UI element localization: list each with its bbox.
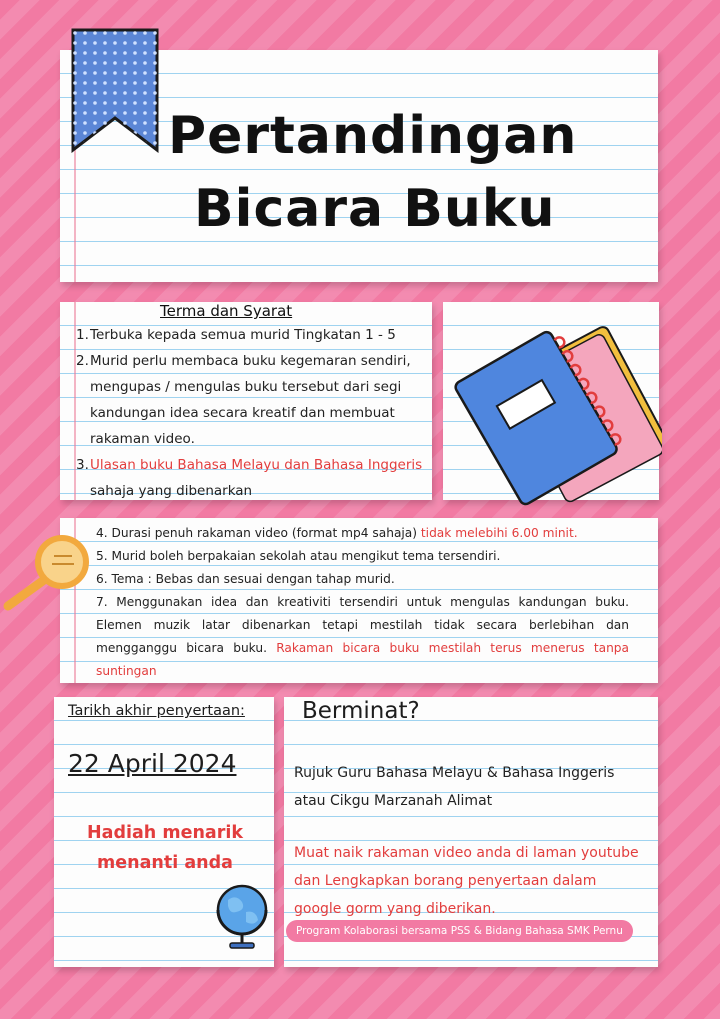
terms-heading: Terma dan Syarat (160, 302, 293, 320)
interest-heading: Berminat? (302, 698, 420, 724)
magnifier-icon (0, 534, 95, 614)
prize-text: Hadiah menarik menanti anda (87, 823, 243, 873)
rules-block (96, 522, 629, 683)
terms-item: 1.Terbuka kepada semua murid Tingkatan 1 - 5 (76, 327, 396, 343)
deadline-date: 22 April 2024 (68, 749, 237, 778)
interest-refer: Rujuk Guru Bahasa Melayu & Bahasa Inggeris atau Cikgu Marzanah Alimat (294, 765, 615, 809)
deadline-label: Tarikh akhir penyertaan: (68, 703, 245, 719)
terms-item: 3. Ulasan buku Bahasa Melayu dan Bahasa Inggeris sahaja yang dibenarkan (76, 457, 423, 499)
program-footer-badge: Program Kolaborasi bersama PSS & Bidang Bahasa SMK Pernu (286, 920, 633, 942)
bookmark-ribbon-icon (70, 28, 160, 153)
rule-7: 7. Menggunakan idea dan kreativiti tersendiri untuk mengulas kandungan buku. Elemen muzik latar dibenarkan tetapi mestilah tidak secara berlebihan dan mengganggu bicara buku. Rakaman bicara buku mestilah terus menerus tanpa suntingan (96, 595, 630, 678)
rule-6: 6. Tema : Bebas dan sesuai dengan tahap murid. (96, 572, 395, 586)
rule-4: 4. Durasi penuh rakaman video (format mp4 sahaja) tidak melebihi 6.00 minit. (96, 526, 578, 540)
rule-5: 5. Murid boleh berpakaian sekolah atau mengikut tema tersendiri. (96, 549, 501, 563)
terms-item: 2. Murid perlu membaca buku kegemaran sendiri, mengupas / mengulas buku tersebut dari segi kandungan idea secara kreatif dan membuat rakaman video. (76, 353, 411, 447)
page-title-line1: Pertandingan (168, 106, 578, 166)
interest-upload: Muat naik rakaman video anda di laman youtube dan Lengkapkan borang penyertaan dalam google gorm yang diberikan. (294, 845, 639, 917)
page-title-line2: Bicara Buku (194, 179, 556, 239)
globe-icon (210, 878, 274, 952)
notebooks-icon (452, 322, 662, 512)
terms-list (76, 322, 426, 504)
